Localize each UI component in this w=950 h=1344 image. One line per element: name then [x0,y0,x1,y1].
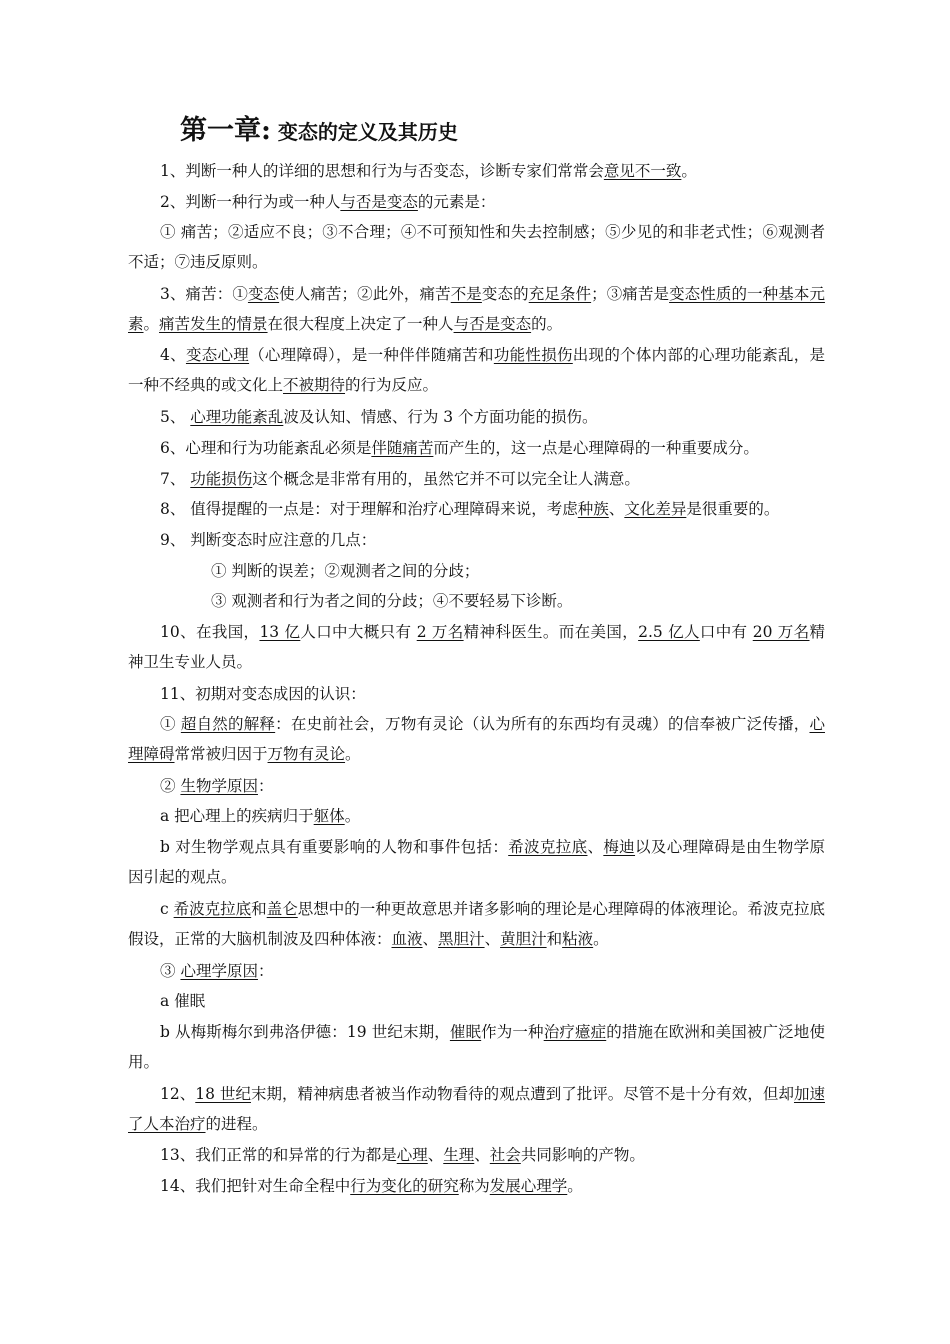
underlined-term: 血液 [391,930,423,948]
text-run: 是很重要的。 [686,500,780,518]
text-run: 6、心理和行为功能紊乱必须是 [160,439,372,457]
underlined-term: 催眠 [449,1023,482,1041]
text-run: 10、在我国， [160,623,260,641]
text-run: 1、判断一种人的详细的思想和行为与否变态，诊断专家们常常会 [160,162,604,180]
underlined-term: 希波克拉底 [173,900,252,918]
text-run: 、 [427,1146,444,1164]
chapter-title-sub: 变态的定义及其历史 [270,120,458,144]
text-run: ② [160,777,181,795]
underlined-term: 意见不一致 [603,162,682,180]
underlined-term: 心理功能紊乱 [190,408,284,426]
underlined-term: 与否是变态 [340,193,418,211]
text-run: 12、 [160,1085,196,1103]
text-run: 。 [593,930,609,948]
paragraph [128,586,825,616]
underlined-term: 黄胆汁 [500,930,547,948]
text-run: 。 [344,807,361,825]
paragraph [128,801,825,831]
text-run: 的。 [531,315,563,333]
text-run: 、 [484,930,501,948]
paragraph [128,494,825,524]
text-run: 11、初期对变态成因的认识： [160,685,366,703]
underlined-term: 伴随痛苦 [371,439,434,457]
paragraph [128,832,825,892]
text-run: 在很大程度上决定了一种人 [267,315,454,333]
text-run: a 催眠 [160,992,206,1010]
underlined-term: 变态性质的一种基本元素 [128,285,825,333]
text-run: ③ [160,962,181,980]
text-run: 7、 [160,470,191,488]
underlined-term: 希波克拉底 [508,838,588,856]
text-run: ① [160,715,181,733]
underlined-term: 变态心理 [185,346,250,364]
paragraph [128,464,825,494]
underlined-term: 18 世纪 [195,1085,251,1103]
underlined-term: 行为变化的研究 [350,1177,459,1195]
text-run: 这个概念是非常有用的，虽然它并不可以完全让人满意。 [252,470,640,488]
text-run: 。 [681,162,697,180]
text-run: c [160,900,174,918]
underlined-term: 变态 [247,285,280,303]
text-run: ① 判断的误差；②观测者之间的分歧； [211,562,480,580]
text-run: 常常被归因于 [174,745,268,763]
text-run: a 把心理上的疾病归于 [160,807,314,825]
underlined-term: 梅迪 [603,838,636,856]
paragraph [128,525,825,555]
text-run: 而产生的，这一点是心理障碍的一种重要成分。 [433,439,759,457]
underlined-term: 功能性损伤 [493,346,573,364]
text-run: ① 痛苦；②适应不良；③不合理；④不可预知性和失去控制感；⑤少见的和非老式性；⑥观测者不适；⑦违反原则。 [128,223,825,271]
text-run: 人口中大概只有 [300,623,417,641]
text-run: 共同影响的产物。 [520,1146,645,1164]
underlined-term: 生物学原因 [180,777,258,795]
paragraph [128,894,825,954]
chapter-title-main: 第一章: [180,115,271,146]
paragraph [128,986,825,1016]
text-run: 、 [474,1146,490,1164]
paragraph [128,187,825,217]
paragraph [128,217,825,277]
text-run: 使人痛苦；②此外，痛苦 [279,285,451,303]
text-run: 口中有 [699,623,753,641]
underlined-term: 躯体 [313,807,345,825]
underlined-term: 痛苦发生的情景 [159,315,268,333]
text-run: b 对生物学观点具有重要影响的人物和事件包括： [160,838,509,856]
underlined-term: 心理学原因 [180,962,258,980]
underlined-term: 加速了人本治疗 [128,1085,825,1133]
text-run: 。 [345,745,361,763]
text-run: 。 [143,315,160,333]
paragraph [128,617,825,677]
text-run: 8、 值得提醒的一点是：对于理解和治疗心理障碍来说，考虑 [160,500,578,518]
text-run: 精神卫生专业人员。 [128,623,826,671]
text-run: ③ 观测者和行为者之间的分歧；④不要轻易下诊断。 [211,592,573,610]
text-run: （心理障碍），是一种伴伴随痛苦和 [249,346,494,364]
paragraph [128,340,825,400]
underlined-term: 黑胆汁 [438,930,485,948]
paragraph [128,433,825,463]
text-run: 9、 判断变态时应注意的几点： [160,531,377,549]
text-run: 作为一种 [481,1023,544,1041]
text-run: 精神科医生。而在美国， [463,623,639,641]
text-run: 5、 [160,408,191,426]
paragraph [128,956,825,986]
underlined-term: 文化差异 [624,500,687,518]
text-run: 。 [567,1177,583,1195]
text-run: 称为 [458,1177,490,1195]
underlined-term: 心理障碍 [128,715,825,763]
paragraph [128,1017,825,1077]
paragraph [128,1140,825,1170]
underlined-term: 盖仑 [266,900,298,918]
text-run: 、 [587,838,604,856]
text-run: 和 [546,930,563,948]
underlined-term: 种族 [577,500,609,518]
underlined-term: 20 万名 [752,623,810,641]
text-run: 14、我们把针对生命全程中 [160,1177,351,1195]
text-run: 的措施在欧洲和美国被广泛地使用。 [128,1023,825,1071]
text-run: 、 [608,500,625,518]
paragraph [128,1171,825,1201]
text-run: 的元素是： [417,193,496,211]
paragraph [128,156,825,186]
text-run: 波及认知、情感、行为 3 个方面功能的损伤。 [283,408,598,426]
paragraph [128,556,825,586]
underlined-term: 2.5 亿人 [638,623,700,641]
text-run: 以及心理障碍是由生物学原因引起的观点。 [128,838,825,886]
underlined-term: 生理 [443,1146,475,1164]
underlined-term: 功能损伤 [190,470,253,488]
text-run: 2、判断一种行为或一种人 [160,193,341,211]
text-run: 、 [422,930,439,948]
text-run: 出现的个体内部的心理功能紊乱，是一种不经典的或文化上 [128,346,825,394]
underlined-term: 2 万名 [416,623,464,641]
underlined-term: 不是 [450,285,482,303]
text-run: b 从梅斯梅尔到弗洛伊德：19 世纪末期， [160,1023,450,1041]
text-run: ： [257,777,274,795]
underlined-term: 治疗癔症 [543,1023,607,1041]
paragraph [128,279,825,339]
text-run: ：在史前社会，万物有灵论（认为所有的东西均有灵魂）的信奉被广泛传播， [275,715,810,733]
paragraph [128,402,825,432]
text-run: 13、我们正常的和异常的行为都是 [160,1146,397,1164]
underlined-term: 充足条件 [528,285,592,303]
text-run: 4、 [160,346,186,364]
text-run: 变态的 [481,285,529,303]
underlined-term: 13 亿 [259,623,301,641]
text-run: 3、痛苦：① [160,285,248,303]
underlined-term: 粘液 [562,930,594,948]
text-run: 的进程。 [205,1115,268,1133]
chapter-title [180,108,458,147]
underlined-term: 发展心理学 [489,1177,568,1195]
paragraph [128,1079,825,1139]
underlined-term: 与否是变态 [453,315,532,333]
text-run: ；③痛苦是 [591,285,670,303]
paragraph [128,709,825,769]
paragraph [128,679,825,709]
paragraph [128,771,825,801]
underlined-term: 心理 [396,1146,428,1164]
underlined-term: 不被期待 [283,376,346,394]
underlined-term: 万物有灵论 [267,745,346,763]
underlined-term: 社会 [489,1146,521,1164]
underlined-term: 超自然的解释 [180,715,276,733]
text-run: 思想中的一种更故意思并诸多影响的理论是心理障碍的体液理论。希波克拉底假设，正常的大脑机制波及四种体液： [128,900,825,948]
text-run: 的行为反应。 [345,376,439,394]
text-run: 末期，精神病患者被当作动物看待的观点遭到了批评。尽管不是十分有效，但却 [250,1085,794,1103]
text-run: 和 [251,900,267,918]
text-run: ： [257,962,274,980]
